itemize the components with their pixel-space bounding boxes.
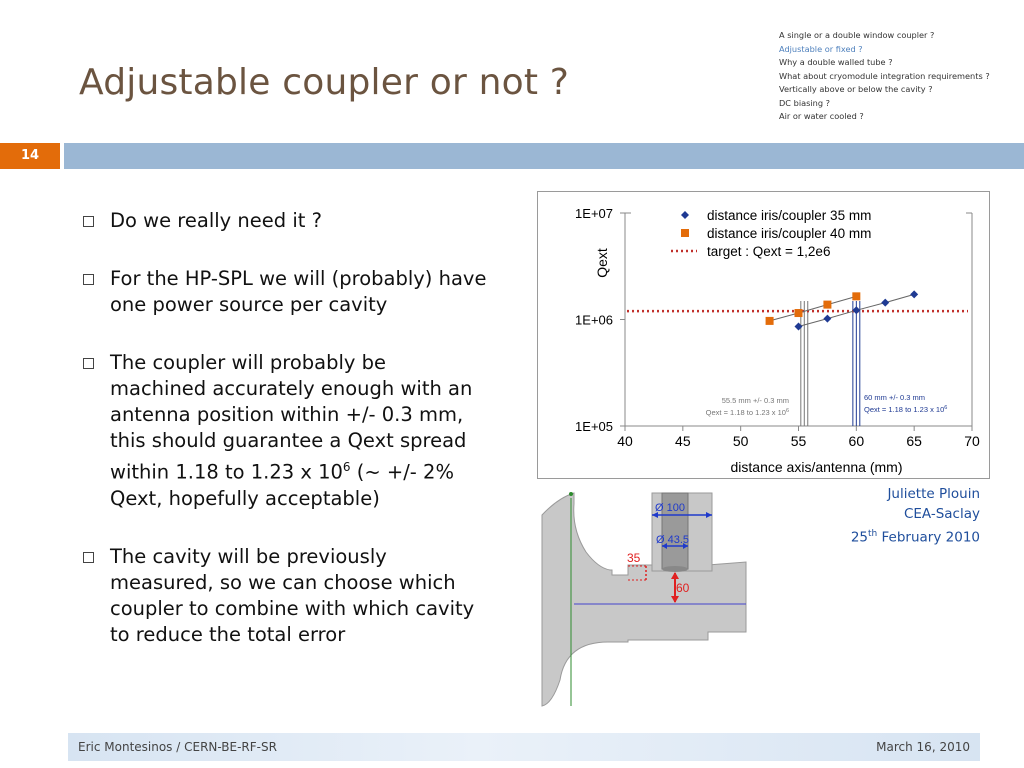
data-point-square [852,292,860,300]
y-axis-title: Qext [594,248,610,278]
bullet-square-icon [83,274,94,285]
legend-label: target : Qext = 1,2e6 [707,244,831,259]
coupler-diagram-svg [538,490,750,708]
bullet-item [82,350,487,512]
credit-date [851,524,980,548]
slide-title: Adjustable coupler or not ? [79,62,570,103]
data-point-diamond [823,315,831,323]
bullet-list [82,208,487,680]
footer-date: March 16, 2010 [876,740,970,754]
bullet-item [82,266,487,318]
cavity-wall-shape [542,493,746,706]
footer-author: Eric Montesinos / CERN-BE-RF-SR [78,740,277,754]
credits [851,484,980,548]
annotation-line-2: Qext = 1.18 to 1.23 x $10^6$ [864,405,948,414]
credit-org: CEA-Saclay [903,506,980,522]
x-axis-title: distance axis/antenna (mm) [730,459,903,475]
y-tick-label: 1E+07 [575,206,613,221]
x-tick-label: 60 [848,433,865,449]
antenna-tip [662,566,688,572]
bullet-square-icon [83,216,94,227]
bullet-square-icon [83,552,94,563]
agenda-item: Vertically above or below the cavity ? [779,84,933,94]
x-tick-label: 40 [617,433,633,449]
data-point-square [795,309,803,317]
bullet-item [82,544,487,648]
footer-bar [68,733,980,761]
inner-diameter-label: Ø 43.5 [656,534,690,546]
y-tick-label: 1E+05 [575,419,613,434]
agenda-item: Why a double walled tube ? [779,57,893,67]
credit-date-sup: th [868,529,878,539]
bullet-square-icon [83,358,94,369]
x-tick-label: 70 [964,433,980,449]
x-tick-label: 55 [790,433,807,449]
credit-name: Juliette Plouin [887,486,980,502]
annotation-line-2: Qext = 1.18 to 1.23 x $10^6$ [705,408,789,417]
data-point-square [823,301,831,309]
qext-chart-svg [538,192,989,478]
x-tick-label: 65 [906,433,922,449]
agenda-list [779,29,990,124]
x-tick-label: 45 [675,433,691,449]
bullet-text: For the HP-SPL we will (probably) have one power source per cavity [110,267,487,316]
outer-diameter-label: Ø 100 [655,502,685,514]
bullet-superscript: 6 [342,460,351,474]
slide-number-band [0,143,1024,169]
annotation-line-1: 55.5 mm +/- 0.3 mm [721,396,789,405]
bullet-text: The coupler will probably be machined accurately enough with an antenna position within +/- 0.3 mm, this should guarantee a Qext spread within 1.18 to 1.23 x 10 [110,351,473,484]
legend-label: distance iris/coupler 35 mm [707,208,872,223]
data-point-diamond [910,290,918,298]
legend-square-icon [681,229,689,237]
qext-chart [537,191,990,479]
bullet-item [82,208,487,234]
data-point-square [766,317,774,325]
annotation-line-1: 60 mm +/- 0.3 mm [864,393,926,402]
agenda-item: Air or water cooled ? [779,111,864,121]
bullet-text: The cavity will be previously measured, so we can choose which coupler to combine with which cavity to reduce the total error [110,544,475,646]
iris-distance-label: 35 [627,551,641,565]
legend-label: distance iris/coupler 40 mm [707,226,872,241]
credit-date-rest: February 2010 [877,529,980,546]
coupler-cross-section-diagram [538,490,750,708]
slide-number: 14 [0,143,60,169]
iris-marker [569,492,573,496]
bullet-text-tail: (~ +/- 2% Qext, hopefully acceptable) [110,460,454,510]
credit-date-day: 25 [850,529,868,546]
agenda-item: A single or a double window coupler ? [779,30,935,40]
bullet-text: Do we really need it ? [110,209,322,232]
axis-distance-label: 60 [676,581,690,595]
series-trendline [770,296,857,321]
y-tick-label: 1E+06 [575,312,613,328]
legend-diamond-icon [681,211,689,219]
data-point-diamond [881,299,889,307]
x-tick-label: 50 [732,433,749,449]
header-band [64,143,1024,169]
agenda-item: What about cryomodule integration requirements ? [779,70,990,81]
data-point-diamond [852,306,860,314]
agenda-item: DC biasing ? [779,97,830,108]
agenda-item: Adjustable or fixed ? [779,43,863,54]
